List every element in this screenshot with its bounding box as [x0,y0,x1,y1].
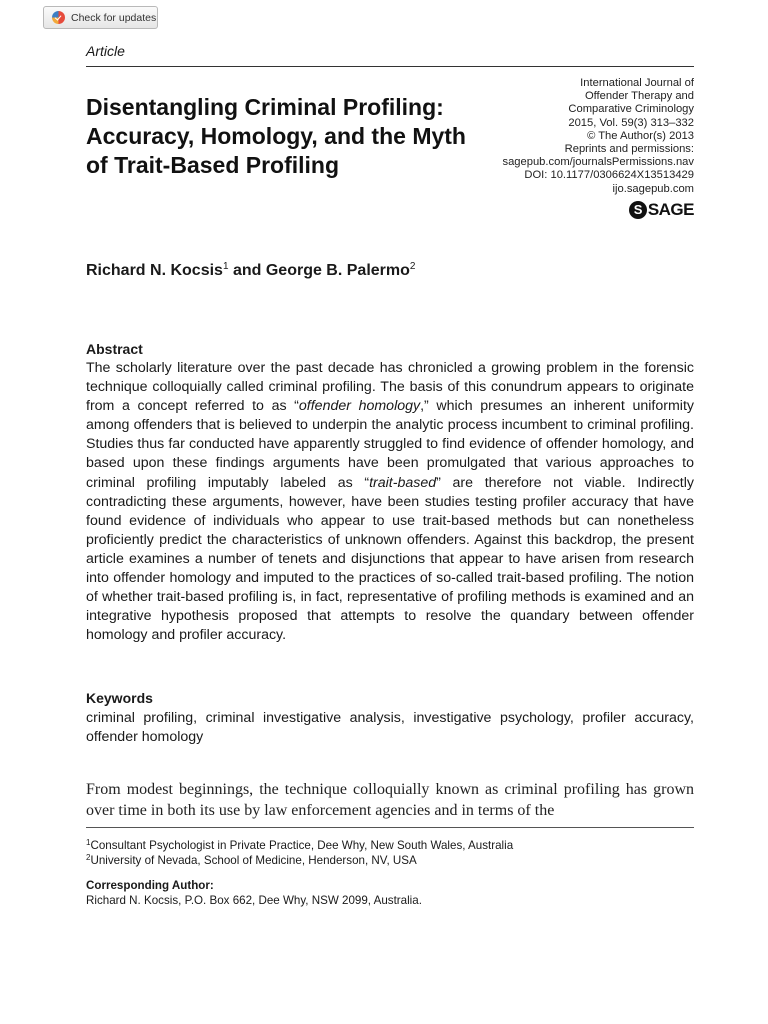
footnote-marker: 1 [86,838,91,847]
sage-logo [629,200,694,220]
author-name: Richard N. Kocsis [86,262,223,279]
affiliation-marker: 1 [222,261,229,272]
sage-logo-text: SAGE [647,200,694,219]
abstract-heading: Abstract [86,341,143,357]
author-name: George B. Palermo [265,262,410,279]
journal-info-line: © The Author(s) 2013 [587,129,694,142]
abstract-emphasis: trait-based [369,474,437,491]
sage-logo-mark: S [629,201,647,219]
abstract-text-part: The scholarly literature over the past decade has chronicled a growing problem in the forensic technique colloquially called criminal profiling. The basis of this conundrum appears to originate from a concept referred to as “ [86,360,694,415]
authors-conjunction: and [228,262,266,279]
journal-info-line: Offender Therapy and [584,90,694,103]
article-title: Disentangling Criminal Profiling: Accuracy, Homology, and the Myth of Trait-Based Profiling [86,94,466,178]
header-rule [86,66,694,67]
corresponding-author-heading: Corresponding Author: [86,879,214,892]
journal-info-line: Reprints and permissions: [564,143,694,156]
footnote-text: Consultant Psychologist in Private Practice, Dee Why, New South Wales, Australia [90,839,514,852]
footnote-rule [86,827,694,828]
permissions-link[interactable]: sagepub.com/journalsPermissions.nav [502,156,694,169]
affiliation-marker: 2 [409,261,416,272]
abstract-text-part: ,” which presumes an inherent uniformity among offenders that is believed to underpin the analytic process incumbent to criminal profiling. Studies thus far conducted have apparently struggled to find evidence of offender homology, and based upon these findings arguments have been promulgated that various approaches to criminal profiling imputably labeled as “ [86,398,694,491]
journal-info-line: 2015, Vol. 59(3) 313–332 [568,116,694,129]
authors-line [86,261,415,280]
doi-link[interactable]: DOI: 10.1177/0306624X13513429 [524,169,694,182]
crossmark-icon [52,11,65,24]
abstract-text [86,359,694,645]
abstract-text-part: ” are therefore not viable. Indirectly contradicting these arguments, however, have been studies testing profiler accuracy that have found evidence of individuals who appear to use trait-based methods but can nonetheless proficiently predict the characteristics of unknown offenders. Against this backdrop, the present article examines a number of tenets and disjunctions that appear to have arisen from research into offender homology and imputed to the practices of so-called trait-based profiling. The notion of whether trait-based profiling is, in fact, representative of profiling methods is examined and an integrative hypothesis proposed that attempts to resolve the quandary between offender homology and profiler accuracy. [86,474,694,644]
journal-info-line: International Journal of [580,77,694,89]
article-type-label: Article [86,43,125,59]
journal-info-line: Comparative Criminology [568,103,694,116]
check-for-updates-button[interactable] [43,6,158,29]
footnote-marker: 2 [86,853,91,862]
corresponding-author-text: Richard N. Kocsis, P.O. Box 662, Dee Why, NSW 2099, Australia. [86,894,422,907]
check-for-updates-label: Check for updates [71,11,157,24]
footnote [86,853,694,867]
keywords-heading: Keywords [86,690,153,706]
journal-info [434,77,694,196]
journal-site-link[interactable]: ijo.sagepub.com [612,182,694,195]
abstract-emphasis: offender homology [298,398,421,415]
footnote-text: University of Nevada, School of Medicine, Henderson, NV, USA [90,854,417,867]
footnote [86,838,694,852]
keywords-text: criminal profiling, criminal investigative analysis, investigative psychology, profiler accuracy, offender homology [86,710,694,746]
body-paragraph: From modest beginnings, the technique colloquially known as criminal profiling has grown over time in both its use by law enforcement agencies and in terms of the [86,781,694,819]
